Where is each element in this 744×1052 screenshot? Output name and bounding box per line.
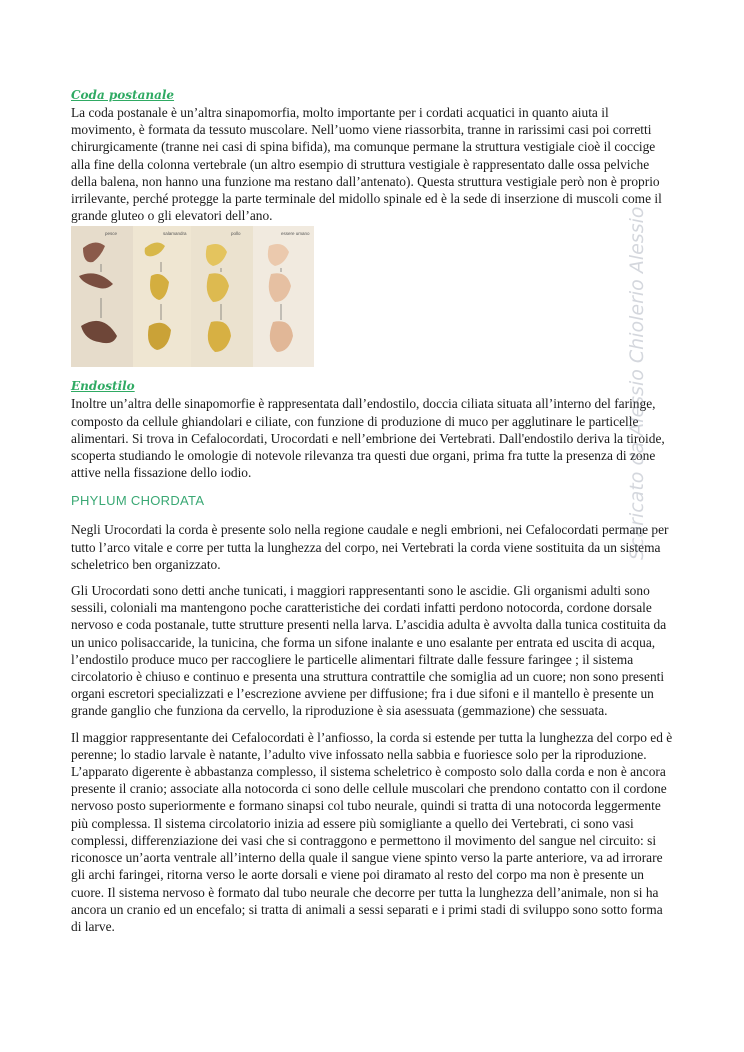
document-page (71, 86, 674, 935)
paragraph-chordata-3: Il maggior rappresentante dei Cefalocordati è l’anfiosso, la corda si estende per tutta la lunghezza del corpo ed è perenne; lo stadio larvale è natante, l’adulto vive infossato nella sabbia e fuoriesce solo per la riproduzione. L’apparato digerente è abbastanza complesso, il sistema scheletrico è composto solo dalla corda e non è ancora presente il cranio; associate alla notocorda ci sono delle cellule muscolari che prendono contatto con il cordone nervoso posto superiormente e formano sinapsi col tubo neurale, quindi si tratta di una notocorda leggermente più complessa. Il sistema circolatorio inizia ad essere più somigliante a quello dei Vertebrati, ci sono vasi complessi, differenziazione dei vasi che si contraggono e permettono il movimento del sangue nel circuito: si riconosce un’aorta ventrale all’interno della quale il sangue viene spinto verso la parte anteriore, va ad irrorare gli archi faringei, ritorna verso le aorte dorsali e viene poi diramato al resto del corpo ma non è presente un cuore. Il sistema nervoso è formato dal tubo neurale che decorre per tutta la lunghezza dell’animale, non si ha ancora un cranio ed un encefalo; si tratta di animali a sessi separati e i primi stadi di sviluppo sono sotto forma di larve. (71, 729, 673, 934)
embryo-comparison-figure (71, 226, 314, 367)
section-title-phylum-chordata: PHYLUM CHORDATA (71, 493, 205, 509)
figure-label-salamandra: salamandra (163, 231, 187, 237)
paragraph-chordata-2: Gli Urocordati sono detti anche tunicati, i maggiori rappresentanti sono le ascidie. Gli organismi adulti sono sessili, coloniali ma mantengono poche caratteristiche dei cordati infatti perdono notocorda, cordone dorsale nervoso e coda postanale, tutte strutture presenti nella larva. L’ascidia adulta è avvolta dalla tunica costituita da un unico polisaccaride, la tunicina, che forma un sifone inalante e uno esalante per entrata ed uscita di acqua, l’endostilo produce muco per raccogliere le particelle alimentari filtrate dalle fessure faringee ; il sistema circolatorio è chiuso e continuo e presenta una struttura contrattile che somiglia ad un cuore; non sono presenti organi escretori specializzati e l’escrezione avviene per diffusione; fra i due sifoni e il mantello è presente un grande ganglio che funziona da cervello, la riproduzione è sia asessuata (gemmazione) che sessuata. (71, 583, 667, 719)
heading-endostilo: Endostilo (71, 379, 135, 394)
paragraph-coda-postanale: La coda postanale è un’altra sinapomorfia, molto importante per i cordati acquatici in quanto aiuta il movimento, è formata da tessuto muscolare. Nell’uomo viene riassorbita, tranne in rarissimi casi poi corretti chirurgicamente (tranne nei casi di spina bifida), ma comunque permane la struttura vestigiale cioè il coccige alla fine della colonna vertebrale (un altro esempio di struttura vestigiale è rappresentato dalle ossa pelviche della balena, non hanno una funzione ma restano dall’antenato). Questa struttura vestigiale però non è proprio irrilevante, perché protegge la parte terminale del midollo spinale ed è la sede di inserzione di muscoli come il grande gluteo o gli elevatori dell’ano. (71, 105, 662, 224)
figure-label-pollo: pollo (231, 231, 241, 237)
download-watermark: Scaricato da Alessio Chiolerio Alessio (626, 206, 648, 560)
paragraph-chordata-1: Negli Urocordati la corda è presente solo nella regione caudale e negli embrioni, nei Cefalocordati permane per tutto l’arco vitale e corre per tutta la lunghezza del corpo, nei Vertebrati la corda viene sostituita da un sistema scheletrico ben organizzato. (71, 522, 669, 572)
figure-label-pesce: pesce (105, 231, 118, 237)
heading-coda-postanale: Coda postanale (71, 88, 175, 102)
embryo-illustration (71, 226, 314, 367)
figure-label-essere-umano: essere umano (281, 231, 310, 237)
paragraph-endostilo: Inoltre un’altra delle sinapomorfie è rappresentata dall’endostilo, doccia ciliata situata all’interno del faringe, composto da cellule ghiandolari e ciliate, con funzione di produzione di muco per agglutinare le particelle alimentari. Si trova in Cefalocordati, Urocordati e nell’embrione dei Vertebrati. Dall'endostilo deriva la tiroide, scoperta studiando le omologie di notevole rilevanza tra questi due organi, prima fra tutte la presenza di zone attive nella fissazione dello iodio. (71, 396, 665, 481)
